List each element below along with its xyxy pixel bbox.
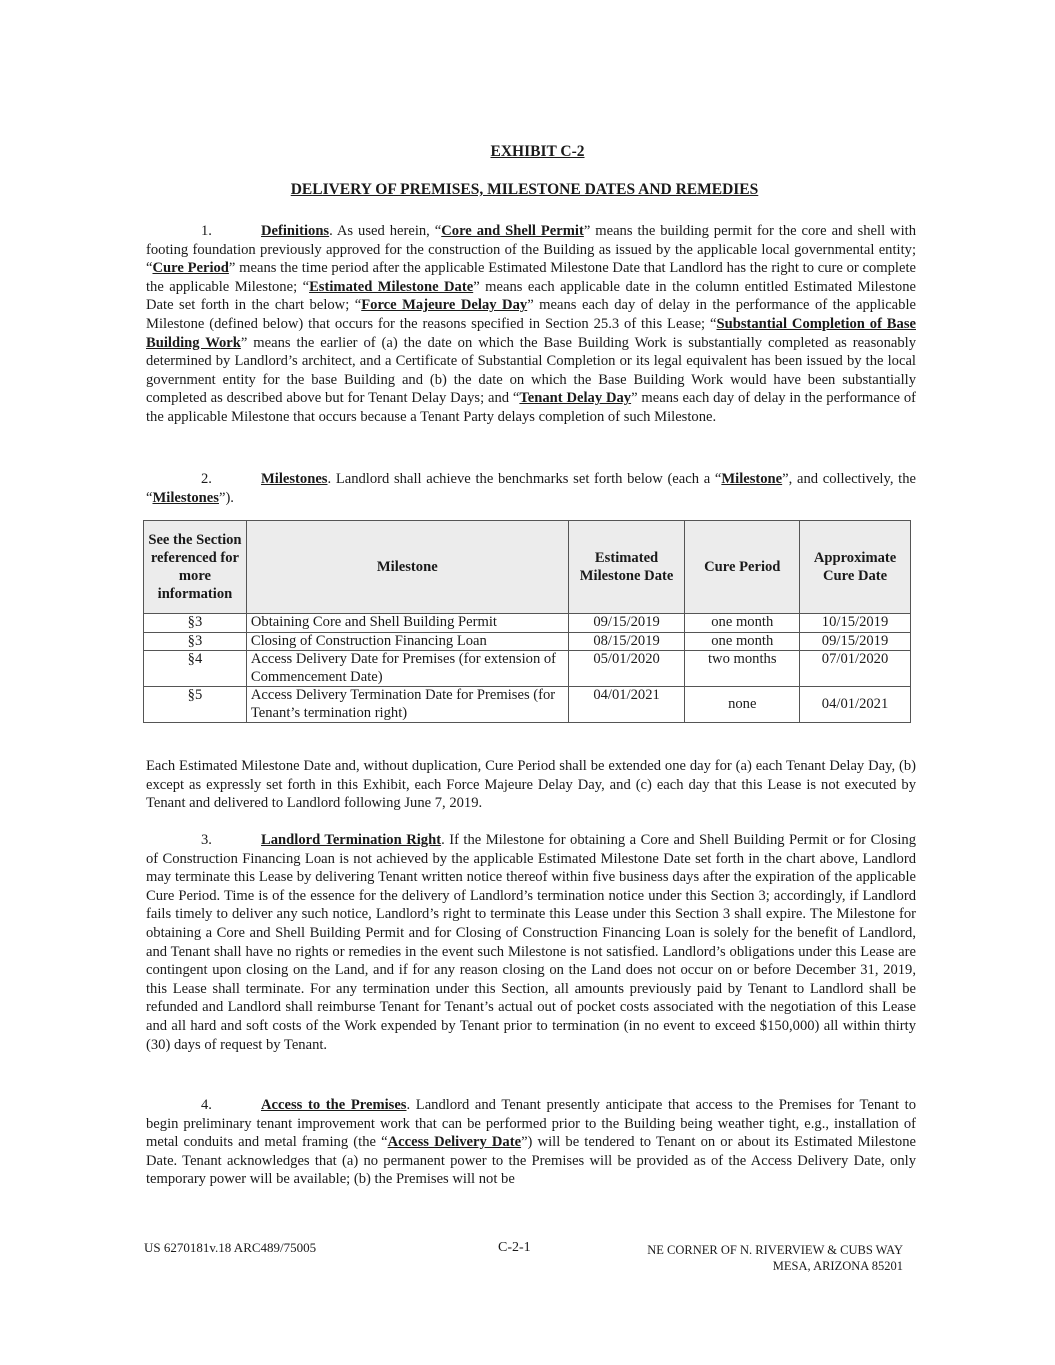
defined-term: Cure Period bbox=[152, 260, 229, 277]
table-row: §3 Closing of Construction Financing Loan 08/15/2019 one month 09/15/2019 bbox=[144, 632, 911, 651]
defined-term: Milestones bbox=[152, 489, 219, 506]
milestone-table bbox=[143, 520, 911, 723]
defined-term: Milestone bbox=[721, 471, 783, 487]
footer-address-line2: MESA, ARIZONA 85201 bbox=[772, 1259, 903, 1273]
section-number: 1. bbox=[201, 223, 212, 239]
header-milestone: Milestone bbox=[246, 521, 568, 614]
exhibit-subtitle: DELIVERY OF PREMISES, MILESTONE DATES AND REMEDIES bbox=[290, 181, 759, 198]
defined-term: Estimated Milestone Date bbox=[309, 278, 474, 295]
section-3-termination-right: 3. Landlord Termination Right. If the Milestone for obtaining a Core and Shell Building Permit or for Closing of Construction Financing Loan is not achieved by the applicable Estimated Milestone Date set forth in the chart above, Landlord may terminate this Lease by delivering Tenant written notice thereof within five business days after the expiration of the applicable Cure Period. Time is of the essence for the delivery of Landlord’s termination notice under this Section 3; accordingly, if Landlord fails timely to deliver any such notice, Landlord’s right to terminate this Lease under this Section 3 shall expire. The Milestone for obtaining a Core and Shell Building Permit and for Closing of Construction Financing Loan is solely for the benefit of Landlord, and Tenant shall have no rights or remedies in the event such Milestone is not satisfied. Landlord’s obligations under this Lease are contingent upon closing on the Land, and if for any reason closing on the Land does not occur on or before December 31, 2019, this Lease shall terminate. For any termination under this Section, all amounts previously paid by Tenant to Landlord shall be refunded and Landlord shall reimburse Tenant for Tenant’s actual out of pocket costs associated with the negotiation of this Lease and all hard and soft costs of the Work expended by Tenant prior to termination (in no event to exceed $150,000) all within thirty (30) days of request by Tenant. bbox=[146, 832, 916, 1053]
header-estimated-date: Estimated Milestone Date bbox=[568, 521, 685, 614]
header-cure-period: Cure Period bbox=[685, 521, 800, 614]
section-heading: Milestones bbox=[261, 471, 328, 487]
section-heading: Access to the Premises bbox=[261, 1097, 407, 1113]
table-row: §4 Access Delivery Date for Premises (for extension of Commencement Date) 05/01/2020 two months 07/01/2020 bbox=[144, 651, 911, 687]
section-2-milestones: 2. Milestones. Landlord shall achieve the benchmarks set forth below (each a “Milestone”, and collectively, the “Milestones”). bbox=[146, 471, 916, 506]
defined-term: Access Delivery Date bbox=[387, 1134, 522, 1151]
defined-term: Force Majeure Delay Day bbox=[361, 297, 528, 314]
section-number: 4. bbox=[201, 1097, 212, 1113]
footer-page-number: C-2-1 bbox=[498, 1240, 531, 1255]
table-row: §3 Obtaining Core and Shell Building Permit 09/15/2019 one month 10/15/2019 bbox=[144, 614, 911, 633]
exhibit-title: EXHIBIT C-2 bbox=[490, 143, 585, 160]
footer-doc-id: US 6270181v.18 ARC489/75005 bbox=[144, 1240, 317, 1255]
defined-term: Tenant Delay Day bbox=[519, 390, 632, 407]
section-heading: Definitions bbox=[261, 223, 330, 239]
defined-term: Core and Shell Permit bbox=[441, 223, 584, 239]
section-4-access: 4. Access to the Premises. Landlord and Tenant presently anticipate that access to the Premises for Tenant to begin preliminary tenant improvement work that can be performed prior to the Building being weather tight, e.g., installation of metal conduits and metal framing (the “Access Delivery Date”) will be tendered to Tenant on or about its Estimated Milestone Date. Tenant acknowledges that (a) no permanent power to the Premises will be provided as of the Access Delivery Date, only temporary power will be available; (b) the Premises will not be bbox=[146, 1097, 916, 1188]
header-approx-cure-date: Approximate Cure Date bbox=[800, 521, 911, 614]
section-heading: Landlord Termination Right bbox=[261, 832, 442, 848]
footer-address bbox=[600, 1242, 903, 1274]
section-number: 3. bbox=[201, 832, 212, 848]
section-number: 2. bbox=[201, 471, 212, 487]
footer-address-line1: NE CORNER OF N. RIVERVIEW & CUBS WAY bbox=[647, 1243, 903, 1257]
header-section: See the Section referenced for more information bbox=[144, 521, 247, 614]
section-1-definitions: 1. Definitions. As used herein, “Core and Shell Permit” means the building permit for the core and shell with footing foundation previously approved for the construction of the Building as issued by the applicable local governmental entity; “Cure Period” means the time period after the applicable Estimated Milestone Date that Landlord has the right to cure or complete the applicable Milestone; “Estimated Milestone Date” means each applicable date in the column entitled Estimated Milestone Date set forth in the chart below; “Force Majeure Delay Day” means each day of delay in the performance of the applicable Milestone (defined below) that occurs for the reasons specified in Section 25.3 of this Lease; “Substantial Completion of Base Building Work” means the earlier of (a) the date on which the Base Building Work is substantially completed as reasonably determined by Landlord’s architect, and a Certificate of Substantial Completion or its legal equivalent has been issued by the local government entity for the base Building and (b) the date on which the Base Building Work would have been substantially completed as described above but for Tenant Delay Days; and “Tenant Delay Day” means each day of delay in the performance of the applicable Milestone that occurs because a Tenant Party delays completion of such Milestone. bbox=[146, 223, 917, 425]
milestone-extension-paragraph: Each Estimated Milestone Date and, without duplication, Cure Period shall be extended one day for (a) each Tenant Delay Day, (b) except as expressly set forth in this Exhibit, each Force Majeure Delay Day, and (c) each day that this Lease is not executed by Tenant and delivered to Landlord following June 7, 2019. bbox=[146, 758, 916, 812]
defined-term: Substantial Completion of Base Building Work bbox=[146, 315, 916, 351]
table-row: §5 Access Delivery Termination Date for Premises (for Tenant’s termination right) 04/01/2021 none 04/01/2021 bbox=[144, 687, 911, 723]
table-header-row bbox=[144, 521, 911, 614]
